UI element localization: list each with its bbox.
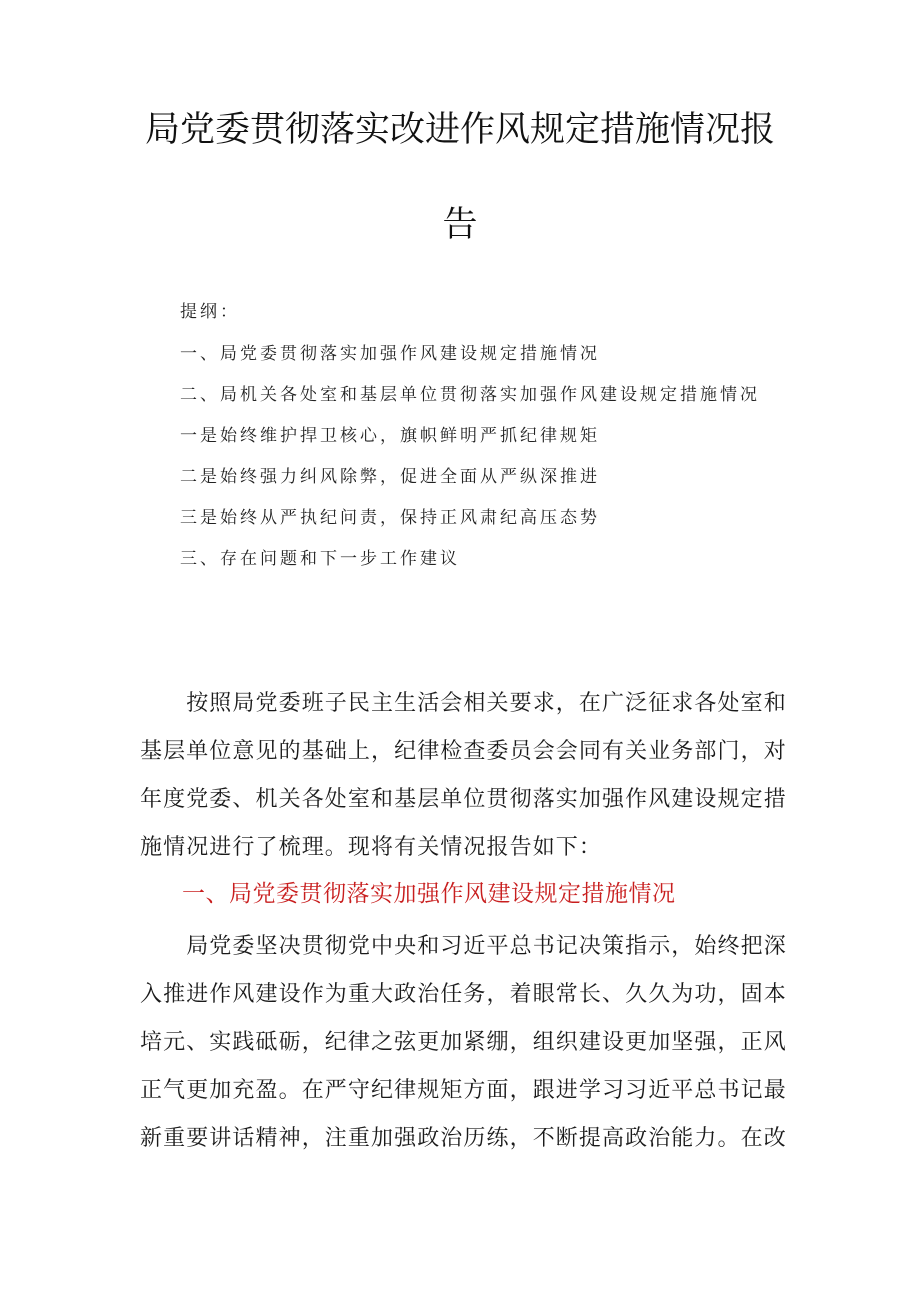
- document-title: 局党委贯彻落实改进作风规定措施情况报: [144, 110, 775, 150]
- outline-item: 三是始终从严执纪问责，保持正风肃纪高压态势: [180, 508, 600, 528]
- paragraph-line: 基层单位意见的基础上，纪律检查委员会会同有关业务部门，对: [140, 739, 787, 764]
- paragraph-line: 培元、实践砥砺，纪律之弦更加紧绷，组织建设更加坚强，正风: [140, 1030, 787, 1055]
- outline-item: 二是始终强力纠风除弊，促进全面从严纵深推进: [180, 467, 600, 487]
- paragraph-line: 正气更加充盈。在严守纪律规矩方面，跟进学习习近平总书记最: [140, 1078, 787, 1103]
- paragraph-line: 按照局党委班子民主生活会相关要求，在广泛征求各处室和: [140, 691, 787, 716]
- outline-item: 二、局机关各处室和基层单位贯彻落实加强作风建设规定措施情况: [180, 385, 760, 405]
- outline-section: [180, 302, 880, 590]
- document-title-continued: 告: [442, 205, 478, 245]
- paragraph-line: 入推进作风建设作为重大政治任务，着眼常长、久久为功，固本: [140, 982, 787, 1007]
- section-heading: 一、局党委贯彻落实加强作风建设规定措施情况: [182, 881, 676, 907]
- outline-label: 提纲：: [180, 302, 240, 322]
- paragraph-line: 施情况进行了梳理。现将有关情况报告如下：: [140, 835, 603, 860]
- outline-item: 一、局党委贯彻落实加强作风建设规定措施情况: [180, 344, 600, 364]
- paragraph-line: 年度党委、机关各处室和基层单位贯彻落实加强作风建设规定措: [140, 787, 787, 812]
- outline-item: 一是始终维护捍卫核心，旗帜鲜明严抓纪律规矩: [180, 426, 600, 446]
- outline-item: 三、存在问题和下一步工作建议: [180, 549, 460, 569]
- section1-paragraph: [140, 923, 790, 1163]
- intro-paragraph: [140, 680, 790, 872]
- paragraph-line: 局党委坚决贯彻党中央和习近平总书记决策指示，始终把深: [140, 934, 787, 959]
- paragraph-line: 新重要讲话精神，注重加强政治历练，不断提高政治能力。在改: [140, 1126, 787, 1151]
